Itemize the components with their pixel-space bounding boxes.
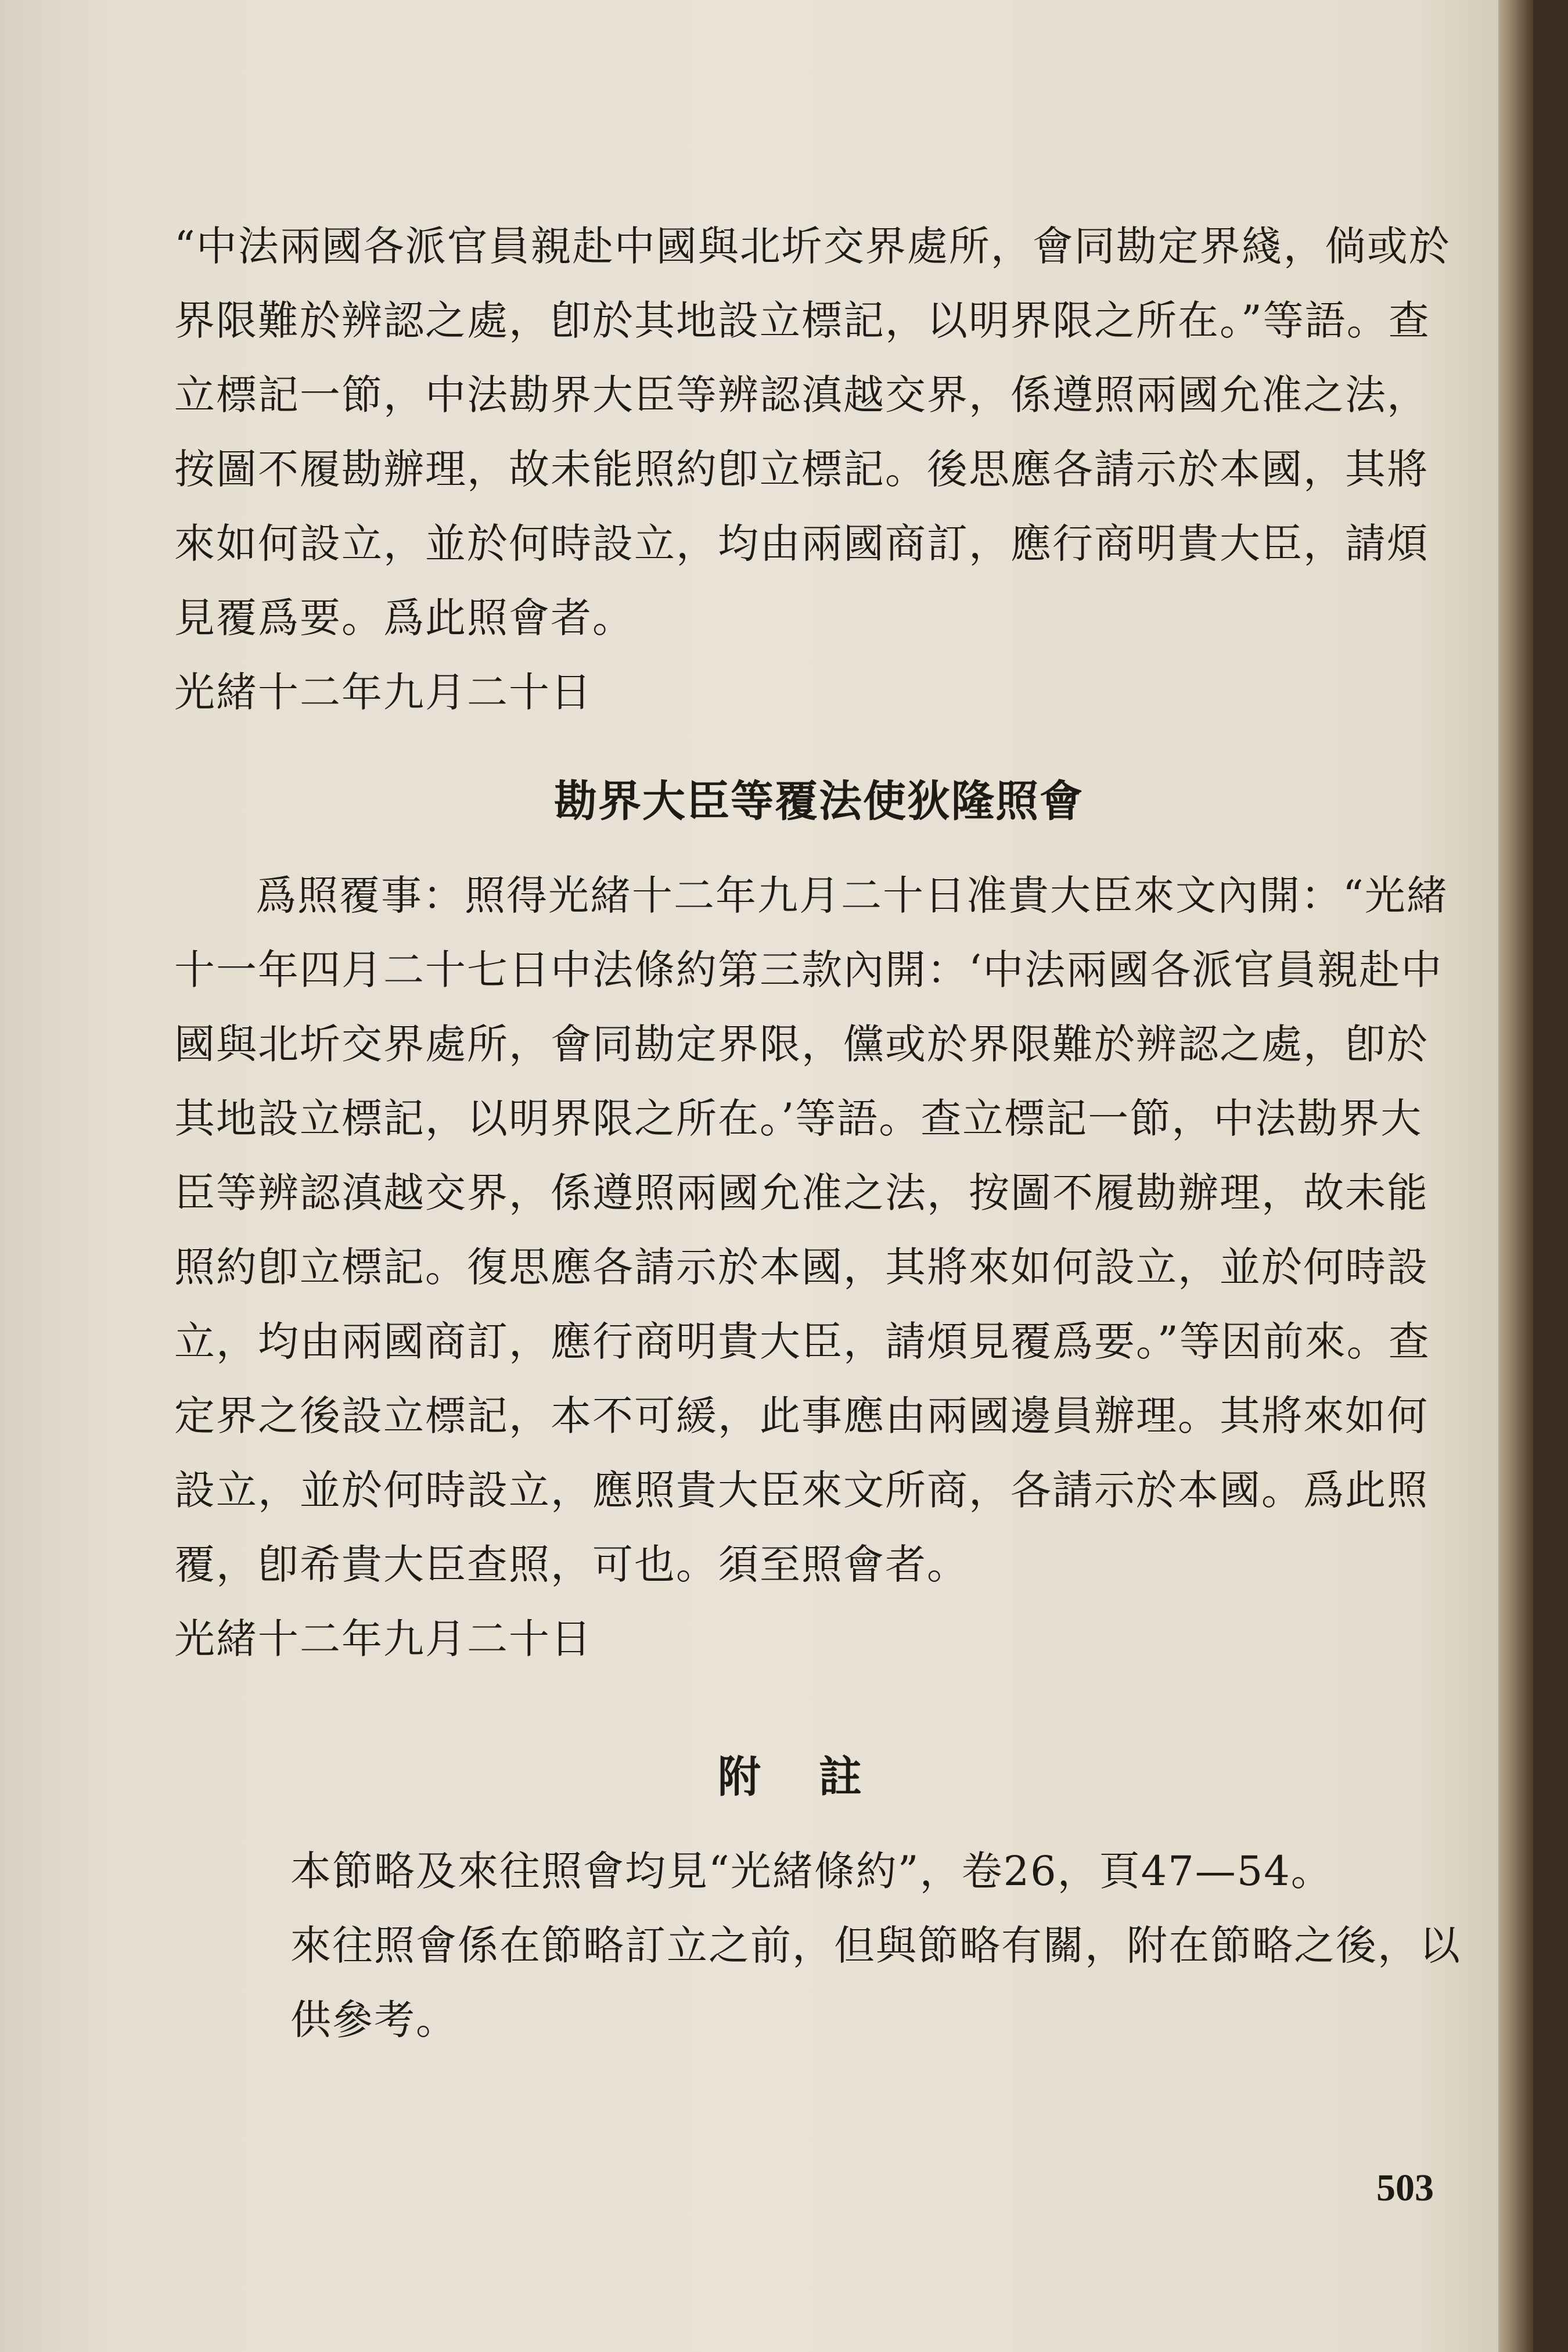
letter2-date: 光緒十二年九月二十日 — [174, 1615, 592, 1663]
letter2-title: 勘界大臣等覆法使狄隆照會 — [554, 776, 1084, 826]
note-item: 本節略及來往照會均見“光緒條約”，卷26，頁47—54。 — [290, 1847, 1333, 1895]
page-text-block — [174, 209, 1463, 2057]
letter2-paragraph: 爲照覆事：照得光緒十二年九月二十日准貴大臣來文內開：“光緒十一年四月二十七日中法條約第三款內開：‘中法兩國各派官員親赴中國與北圻交界處所，會同勘定界限，儻或於界限難於辨認之處，卽於其地設立標記，以明界限之所在。’等語。查立標記一節，中法勘界大臣等辨認滇越交界，係遵照兩國允准之法，按圖不履勘辦理，故未能照約卽立標記。復思應各請示於本國，其將來如何設立，並於何時設立，均由兩國商訂，應行商明貴大臣，請煩見覆爲要。”等因前來。查定界之後設立標記，本不可緩，此事應由兩國邊員辦理。其將來如何設立，並於何時設立，應照貴大臣來文所商，各請示於本國。爲此照覆，卽希貴大臣查照，可也。須至照會者。 — [174, 872, 1448, 1588]
page-number: 503 — [1376, 2167, 1434, 2209]
page-edge — [1498, 0, 1533, 2352]
notes-list — [174, 1834, 1463, 2057]
letter1-paragraph: “中法兩國各派官員親赴中國與北圻交界處所，會同勘定界綫，倘或於界限難於辨認之處，卽於其地設立標記，以明界限之所在。”等語。查立標記一節，中法勘界大臣等辨認滇越交界，係遵照兩國允准之法，按圖不履勘辦理，故未能照約卽立標記。後思應各請示於本國，其將來如何設立，並於何時設立，均由兩國商訂，應行商明貴大臣，請煩見覆爲要。爲此照會者。 — [174, 222, 1451, 642]
notes-title: 附註 — [718, 1752, 920, 1802]
note-item: 來往照會係在節略訂立之前，但與節略有關，附在節略之後，以供參考。 — [290, 1922, 1461, 2044]
letter1-date: 光緒十二年九月二十日 — [174, 668, 592, 716]
